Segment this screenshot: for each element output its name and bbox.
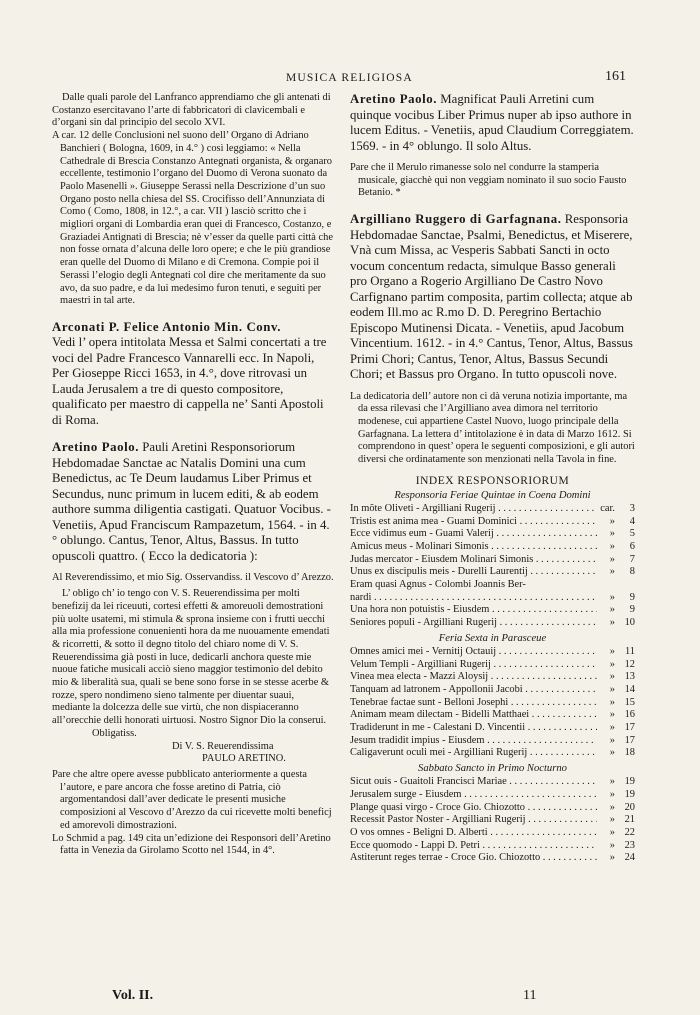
index-entry bbox=[350, 516, 635, 529]
index-entry bbox=[350, 840, 635, 853]
index-section-title: Feria Sexta in Parasceue bbox=[438, 632, 547, 644]
index-entry-ditto: » bbox=[609, 814, 615, 826]
entry-heading: Arconati P. Felice Antonio Min. Conv. bbox=[52, 319, 282, 334]
entry-arconati bbox=[52, 320, 334, 429]
intro-paragraph: Dalle quali parole del Lanfranco apprendiamo che gli antenati di Costanzo esercitavano l’arte di fabbricatori di clavicembali e d’organi sin dal principio del secolo XVI. bbox=[52, 92, 331, 129]
index-entry-page: 3 bbox=[629, 502, 635, 514]
index-entry-page: 13 bbox=[624, 671, 635, 683]
running-title: MUSICA RELIGIOSA bbox=[286, 72, 413, 84]
index-entry bbox=[350, 789, 635, 802]
index-entry-title: Vinea mea electa - Mazzi Aloysij . . . bbox=[350, 671, 597, 684]
index-entry-title: In mõte Oliveti - Argilliani Rugerij . . . bbox=[350, 503, 597, 516]
index-entry bbox=[350, 528, 635, 541]
index-entry-ditto: » bbox=[609, 604, 615, 616]
index-entry-ditto: » bbox=[609, 553, 615, 565]
index-entry bbox=[350, 566, 635, 579]
entry-aretino-responsoria bbox=[52, 440, 334, 564]
index-entry-ditto: » bbox=[609, 776, 615, 788]
index-entry-ditto: » bbox=[609, 827, 615, 838]
index-entry bbox=[350, 747, 635, 760]
index-entry-page: 22 bbox=[624, 827, 635, 838]
index-entry-title: Eram quasi Agnus - Colombi Joannis Ber- bbox=[350, 579, 526, 591]
index-entry-title: Tenebrae factae sunt - Belloni Josephi . . . bbox=[350, 697, 597, 710]
index-entry-page: 12 bbox=[624, 658, 635, 670]
dedication-signature-name: PAULO ARETINO. bbox=[202, 753, 286, 765]
entry-body: Vedi l’ opera intitolata Messa et Salmi concertati a tre voci del Padre Francesco Vannarelli ecc. In Napoli, Per Gioseppe Ricci 1653, in 4.°, dove ritrovasi un Lauda Jerusalem a tre di questo compositore, qualificato per maestro di cappella ne’ Santi Apostoli di Roma. bbox=[52, 335, 327, 427]
index-entry-title: Ecce quomodo - Lappi D. Petri . . . bbox=[350, 840, 597, 853]
index-entry bbox=[350, 579, 635, 592]
index-entry-page: 8 bbox=[629, 566, 635, 578]
right-column bbox=[350, 92, 635, 865]
index-section-coena-domini bbox=[350, 503, 635, 630]
index-entry bbox=[350, 541, 635, 554]
index-entry-ditto: » bbox=[609, 540, 615, 552]
index-entry-title: Omnes amici mei - Vernitij Octauij . . . bbox=[350, 646, 597, 659]
index-entry bbox=[350, 604, 635, 617]
index-entry-title: Tanquam ad latronem - Appollonii Jacobi . . . bbox=[350, 684, 597, 697]
index-section-title: Sabbato Sancto in Primo Nocturno bbox=[418, 763, 567, 775]
note-dedication: La dedicatoria dell’ autore non ci dà veruna notizia importante, ma da essa rilevasi che l’Argilliano avea dimora nel territorio modenese, cui appartiene Castel Nuovo, luogo principale della Garfagnana. La lettera d’ intitolazione è in data di Marzo 1612. Si comprendono in quest’ opera le seguenti composizioni, e gli autori diversi che ordinatamente son menzionati nella Tavola in fine. bbox=[350, 390, 635, 466]
index-section-title: Responsoria Feriae Quintae in Coena Domini bbox=[394, 489, 591, 501]
index-entry-ditto: » bbox=[609, 617, 615, 629]
dedication-signature-line: Di V. S. Reuerendissima bbox=[172, 740, 274, 752]
index-entry bbox=[350, 503, 635, 516]
index-entry-page: 14 bbox=[624, 683, 635, 695]
entry-heading: Aretino Paolo. bbox=[350, 92, 438, 106]
signature-mark: 11 bbox=[523, 988, 537, 1003]
index-section-sabbato-sancto bbox=[350, 776, 635, 865]
index-entry-page: 9 bbox=[629, 604, 635, 616]
index-entry-page: 24 bbox=[624, 852, 635, 864]
index-entry-ditto: » bbox=[609, 852, 615, 864]
index-entry-ditto: » bbox=[609, 683, 615, 695]
index-entry-title: Ecce vidimus eum - Guami Valerij . . . bbox=[350, 528, 597, 541]
index-entry-ditto: car. bbox=[600, 502, 615, 514]
index-entry bbox=[350, 592, 635, 605]
index-entry-ditto: » bbox=[609, 734, 615, 746]
entry-heading: Argilliano Ruggero di Garfagnana. bbox=[350, 212, 562, 227]
index-entry-page: 4 bbox=[629, 515, 635, 527]
index-entry-page bbox=[615, 579, 635, 592]
index-entry-title: Amicus meus - Molinari Simonis . . . bbox=[350, 541, 597, 554]
dedication-text: L’ obligo ch’ io tengo con V. S. Reuerendissima per molti benefizij da lei riceuuti, cortesi effetti & amoreuoli demostrationi più uolte usatemi, mi stimula & sprona insieme con i frutti uecchi alla mia professione conuenienti hora da me nuouamente emendati & ricorretti, & sotto il degno titolo del chiaro nome di V. S. Reuerendissima già posti in luce, dedicarli anchora queste mie nuoue fatiche musicali acciò sieno maggior testimonio del debito mio & liberalità sua, quali se bene sono forse in se stesse acerbe & rozze, spero nondimeno sieno talmente per diuentar suaui, mediante la dolcezza delle sue virtù, che non dispiaceranno all’orecchie delli honorati uirtuosi. Nostro Signor Dio la conserui. bbox=[52, 588, 330, 727]
index-entry bbox=[350, 827, 635, 840]
index-entry-title: Unus ex discipulis meis - Durelli Laurentij . . . bbox=[350, 566, 597, 579]
index-entry-page: 19 bbox=[624, 788, 635, 800]
index-entry bbox=[350, 814, 635, 827]
index-entry-title: nardi . . . bbox=[350, 592, 597, 605]
note-other-works: Pare che altre opere avesse pubblicato anteriormente a questa l’autore, e pare ancora che fosse aretino di Patria, ciò argomentandosi dall’aver dedicate le presenti musiche composizioni al Vescovo d’Arezzo da cui ricevette molti beneficj ed amorevoli dimostrazioni. bbox=[52, 769, 332, 831]
index-entry-title: Caligaverunt oculi mei - Argilliani Rugerij . . . bbox=[350, 747, 597, 760]
index-entry-page: 5 bbox=[629, 528, 635, 540]
index-entry-page: 6 bbox=[629, 540, 635, 552]
entry-body: Pauli Aretini Responsoriorum Hebdomadae Sanctae ac Natalis Domini una cum Benedictus, ac Te Deum laudamus Liber Primus et Secundus, nunc primum in lucem editi, & ab eodem authore summa diligentia castigati. Quatuor Vocibus. - Venetiis, Apud Franciscum Rampazetum, 1564. - in 4.° oblungo. Cantus, Tenor, Altus, Bassus. In tutto opuscoli quattro. ( Ecco la dedicatoria ): bbox=[52, 440, 331, 563]
index-entry-page: 9 bbox=[629, 591, 635, 603]
dedication-closing: Obligatiss. bbox=[92, 727, 137, 739]
index-entry bbox=[350, 646, 635, 659]
running-header bbox=[0, 69, 700, 88]
index-entry-ditto: » bbox=[609, 747, 615, 759]
index-entry-page: 11 bbox=[624, 645, 635, 657]
index-entry bbox=[350, 684, 635, 697]
index-entry-ditto: » bbox=[609, 645, 615, 657]
index-entry bbox=[350, 671, 635, 684]
note-merulo: Pare che il Merulo rimanesse solo nel condurre la stamperia musicale, giacchè qui non veggiam nominato il suo socio Fausto Betanio. * bbox=[350, 162, 627, 199]
index-entry-title: Plange quasi virgo - Croce Gio. Chiozotto . . . bbox=[350, 802, 597, 815]
index-entry-page: 21 bbox=[624, 814, 635, 826]
index-entry-ditto: » bbox=[609, 671, 615, 683]
entry-argilliano bbox=[350, 212, 635, 383]
index-section-parasceue bbox=[350, 646, 635, 760]
index-entry-title: Tradiderunt in me - Calestani D. Vincentii . . . bbox=[350, 722, 597, 735]
index-entry-title: Judas mercator - Eiusdem Molinari Simonis . . . bbox=[350, 554, 597, 567]
index-entry-page: 10 bbox=[624, 617, 635, 629]
index-entry bbox=[350, 709, 635, 722]
index-entry bbox=[350, 852, 635, 865]
entry-body: Responsoria Hebdomadae Sanctae, Psalmi, Benedictus, et Miserere, Vnà cum Missa, ac Vesperis Sabbati Sancti in octo vocum concentum redacta, simulque Basso generali pro Organo a Rogerio Argilliano De Castro Novo Carfignano partim composita, partim collecta; atque ab eodem Ill.mo ac R.mo D. D. Peregrino Bertachio Episcopo Mutinensi Dicata. - Venetiis, apud Jacobum Vincentium. 1612. - in 4.° Cantus, Tenor, Altus, Bassus Primi Chori; Cantus, Tenor, Altus, Bassus Secundi Chori; et Bassus pro Organo. In tutto opuscoli nove. bbox=[350, 212, 633, 382]
index-entry-title: O vos omnes - Beligni D. Alberti . . . bbox=[350, 827, 597, 840]
index-entry-ditto: » bbox=[609, 839, 615, 851]
index-entry bbox=[350, 617, 635, 630]
index-entry-ditto bbox=[597, 579, 615, 592]
index-entry-page: 18 bbox=[624, 747, 635, 759]
index-entry-page: 17 bbox=[624, 734, 635, 746]
index-entry-title: Astiterunt reges terrae - Croce Gio. Chiozotto . . . bbox=[350, 852, 597, 865]
index-entry-ditto: » bbox=[609, 788, 615, 800]
index-entry-title: Sicut ouis - Guaitoli Francisci Mariae . . . bbox=[350, 776, 597, 789]
index-entry bbox=[350, 659, 635, 672]
index-entry bbox=[350, 697, 635, 710]
entry-heading: Aretino Paolo. bbox=[52, 440, 140, 455]
index-entry-title: Jerusalem surge - Eiusdem . . . bbox=[350, 789, 597, 802]
index-entry-page: 17 bbox=[624, 722, 635, 734]
index-entry-ditto: » bbox=[609, 696, 615, 708]
page-number: 161 bbox=[605, 69, 626, 84]
dedication-address: Al Reverendissimo, et mio Sig. Osservandiss. il Vescovo d’ Arezzo. bbox=[52, 572, 334, 584]
index-entry-title: Jesum tradidit impius - Eiusdem . . . bbox=[350, 735, 597, 748]
index-entry bbox=[350, 554, 635, 567]
index-entry-page: 16 bbox=[624, 709, 635, 721]
index-entry-ditto: » bbox=[609, 566, 615, 578]
index-entry-title: Velum Templi - Argilliani Rugerij . . . bbox=[350, 659, 597, 672]
index-entry bbox=[350, 802, 635, 815]
index-entry-title: Una hora non potuistis - Eiusdem . . . bbox=[350, 604, 597, 617]
note-schmid: Lo Schmid a pag. 149 cita un’edizione dei Responsori dell’Aretino fatta in Venezia da Girolamo Scotto nel 1544, in 4°. bbox=[52, 832, 331, 857]
entry-aretino-magnificat bbox=[350, 92, 635, 154]
volume-label: Vol. II. bbox=[112, 988, 154, 1003]
index-entry-title: Tristis est anima mea - Guami Dominici . . . bbox=[350, 516, 597, 529]
index-entry-ditto: » bbox=[609, 515, 615, 527]
index-entry-ditto: » bbox=[609, 722, 615, 734]
index-entry-title: Animam meam dilectam - Bidelli Matthaei . . . bbox=[350, 709, 597, 722]
index-entry-page: 20 bbox=[624, 801, 635, 813]
index-entry-title: Seniores populi - Argilliani Rugerij . . . bbox=[350, 617, 597, 630]
index-entry-ditto: » bbox=[609, 801, 615, 813]
index-entry-ditto: » bbox=[609, 528, 615, 540]
index-entry bbox=[350, 722, 635, 735]
index-entry-title: Recessit Pastor Noster - Argilliani Rugerij . . . bbox=[350, 814, 597, 827]
index-entry-ditto: » bbox=[609, 658, 615, 670]
note-banchieri: A car. 12 delle Conclusioni nel suono dell’ Organo di Adriano Banchieri ( Bologna, 1609, in 4.° ) così leggiamo: « Nella Cathedrale di Brescia Constanzo Antegnati organista, & organaro eccellente, testimonio l’organo del Duomo di Verona suonato da Paolo Masenelli ». Giuseppe Serassi nella Descrizione d’un suo Organo posto nella chiesa del SS. Crocifisso dell’Annunziata di Como ( Como, 1808, in 12.°, a car. VII ) lasciò scritto che i migliori organi di Lombardia eran quei di Francesco, Costanzo, e Graziadei Antignati di Brescia; nè v’esser da quelle parti città che non fosse ornata d’alcuna delle loro opere; e che le più grandiose eran quelle del Duomo di Milano e di Cremona. Compie poi il Serassi l’elogio degli Antegnati col dire che meritamente da suo avo, da suo padre, e da lui medesimo furon tenuti, e seguiti per maestri in tal arte. bbox=[52, 130, 333, 307]
index-entry-page: 19 bbox=[624, 776, 635, 788]
index-entry-page: 15 bbox=[624, 696, 635, 708]
index-entry-ditto: » bbox=[609, 591, 615, 603]
index-entry-page: 23 bbox=[624, 839, 635, 851]
index-title: INDEX RESPONSORIORUM bbox=[415, 474, 570, 487]
index-entry bbox=[350, 735, 635, 748]
left-column bbox=[52, 92, 334, 858]
index-entry-ditto: » bbox=[609, 709, 615, 721]
entry-body: Magnificat Pauli Arretini cum quinque vocibus Liber Primus nuper ab ipso authore in lucem Editus. - Venetiis, apud Claudium Correggiatem. 1569. - in 4° oblungo. Il solo Altus. bbox=[350, 92, 634, 153]
index-entry-page: 7 bbox=[629, 553, 635, 565]
index-entry bbox=[350, 776, 635, 789]
